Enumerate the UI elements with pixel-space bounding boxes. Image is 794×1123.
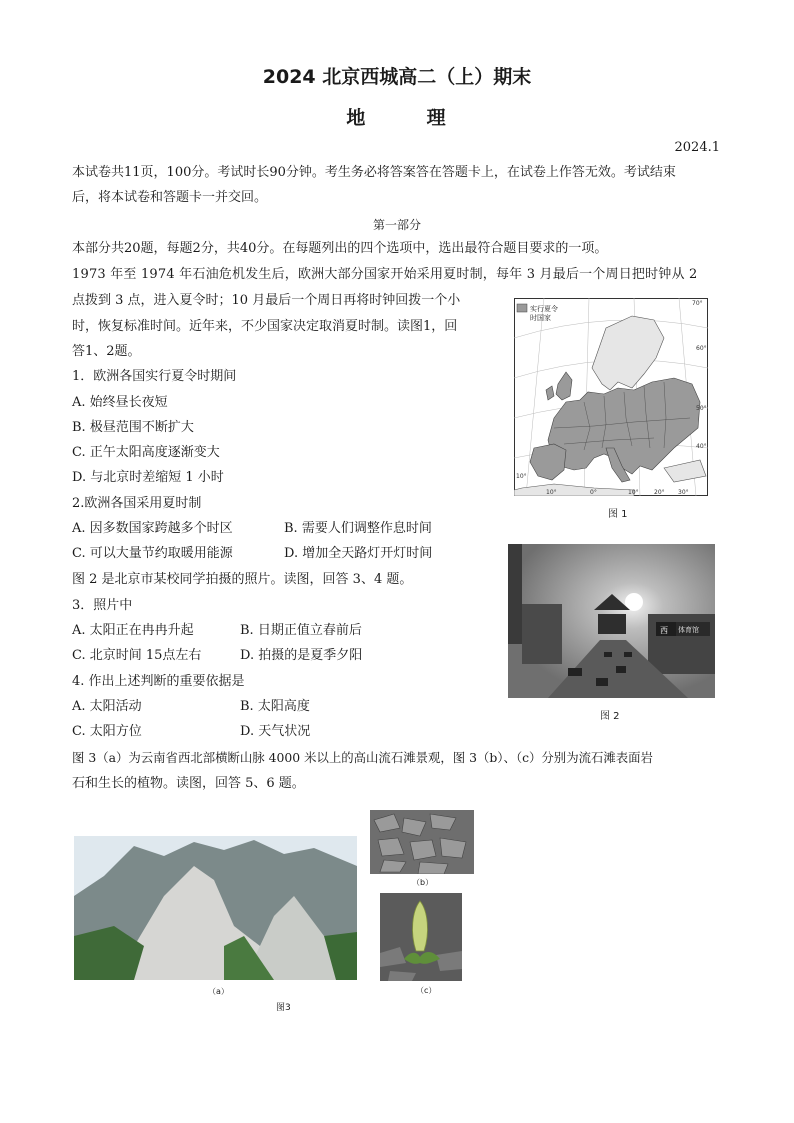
question-3-option-d: D. 拍摄的是夏季夕阳 (240, 648, 363, 663)
subject-title (0, 103, 794, 130)
figure-2-photo (508, 544, 715, 698)
question-4-option-c: C. 太阳方位 (72, 724, 142, 739)
question-3-option-a: A. 太阳正在冉冉升起 (72, 623, 194, 638)
part-description: 本部分共20题，每题2分，共40分。在每题列出的四个选项中，选出最符合题目要求的一项。 (72, 241, 608, 256)
lon-label-30e: 30° (678, 489, 689, 496)
lat-label-70: 70° (692, 300, 703, 307)
instructions-line-2: 后，将本试卷和答题卡一并交回。 (72, 190, 268, 205)
figure-1-europe-map (514, 298, 708, 496)
subject-char-2: 理 (426, 107, 448, 129)
question-1-option-a: A. 始终昼长夜短 (72, 395, 168, 410)
question-4-stem: 4. 作出上述判断的重要依据是 (72, 674, 245, 689)
figure-3a-photo (74, 836, 357, 980)
beijing-street-photo (508, 544, 715, 698)
figure-3b-label: （b） (412, 878, 434, 887)
passage-3-line-2: 石和生长的植物。读图，回答 5、6 题。 (72, 776, 305, 791)
figure-3b-photo (370, 810, 474, 874)
passage-1-line-1: 1973 年至 1974 年石油危机发生后，欧洲大部分国家开始采用夏时制，每年 3 月最后一个周日把时钟从 2 (72, 267, 698, 282)
trees-left (522, 604, 562, 664)
passage-1-line-3: 时，恢复标准时间。近年来，不少国家决定取消夏时制。读图1，回 (72, 319, 458, 334)
lon-label-10e: 10° (628, 489, 639, 496)
passage-3-line-1: 图 3（a）为云南省西北部横断山脉 4000 米以上的高山流石滩景观，图 3（b）、（c）分别为流石滩表面岩 (72, 750, 653, 765)
sign-text-2: 体育馆 (678, 626, 699, 634)
scree-plant-photo (380, 893, 462, 981)
legend-label-1: 实行夏令 (530, 305, 558, 313)
legend-swatch (517, 304, 527, 312)
question-4-option-b: B. 太阳高度 (240, 699, 310, 714)
part-heading: 第一部分 (372, 218, 421, 232)
passage-1-line-2: 点拨到 3 点，进入夏令时；10 月最后一个周日再将时钟回拨一个小 (72, 293, 461, 308)
question-2-option-b: B. 需要人们调整作息时间 (284, 521, 432, 536)
question-4-option-a: A. 太阳活动 (72, 699, 142, 714)
question-4-option-d: D. 天气状况 (240, 724, 311, 739)
building-left (508, 544, 522, 644)
figure-3c-photo (380, 893, 462, 981)
question-1-option-c: C. 正午太阳高度逐渐变大 (72, 445, 220, 460)
exam-title: 2024 北京西城高二（上）期末 (262, 66, 532, 88)
europe-map-svg (514, 298, 708, 496)
question-1-option-d: D. 与北京时差缩短 1 小时 (72, 470, 224, 485)
lat-label-40: 40° (696, 443, 707, 450)
passage-1-line-4: 答1、2题。 (72, 344, 141, 359)
passage-2: 图 2 是北京市某校同学拍摄的照片。读图，回答 3、4 题。 (72, 572, 413, 587)
lat-label-60: 60° (696, 345, 707, 352)
question-2-option-a: A. 因多数国家跨越多个时区 (72, 521, 233, 536)
question-3-option-c: C. 北京时间 15点左右 (72, 648, 202, 663)
lat-label-10: 10° (516, 473, 527, 480)
figure-3c-label: （c） (416, 986, 437, 995)
figure-1-caption: 图 1 (608, 509, 628, 520)
question-2-option-c: C. 可以大量节约取暖用能源 (72, 546, 233, 561)
sign-text: 西 (660, 626, 668, 635)
question-2-stem: 2.欧洲各国采用夏时制 (72, 496, 202, 511)
question-3-option-b: B. 日期正值立春前后 (240, 623, 362, 638)
subject-char-1: 地 (346, 107, 368, 129)
scree-rocks-photo (370, 810, 474, 874)
lon-label-10w: 10° (546, 489, 557, 496)
legend-label-2: 时国家 (530, 314, 551, 322)
figure-3-caption: 图3 (276, 1003, 291, 1013)
scree-landscape-photo (74, 836, 357, 980)
question-3-stem: 3．照片中 (72, 598, 133, 613)
lon-label-20e: 20° (654, 489, 665, 496)
figure-2-caption: 图 2 (600, 711, 620, 722)
lon-label-0: 0° (590, 489, 597, 496)
lat-label-50: 50° (696, 405, 707, 412)
question-1-stem: 1．欧洲各国实行夏令时期间 (72, 369, 237, 384)
question-1-option-b: B. 极昼范围不断扩大 (72, 420, 194, 435)
question-2-option-d: D. 增加全天路灯开灯时间 (284, 546, 433, 561)
exam-date: 2024.1 (674, 140, 720, 155)
figure-3a-label: （a） (208, 987, 229, 996)
instructions-line-1: 本试卷共11页，100分。考试时长90分钟。考生务必将答案答在答题卡上，在试卷上作答无效。考试结束 (72, 165, 676, 180)
